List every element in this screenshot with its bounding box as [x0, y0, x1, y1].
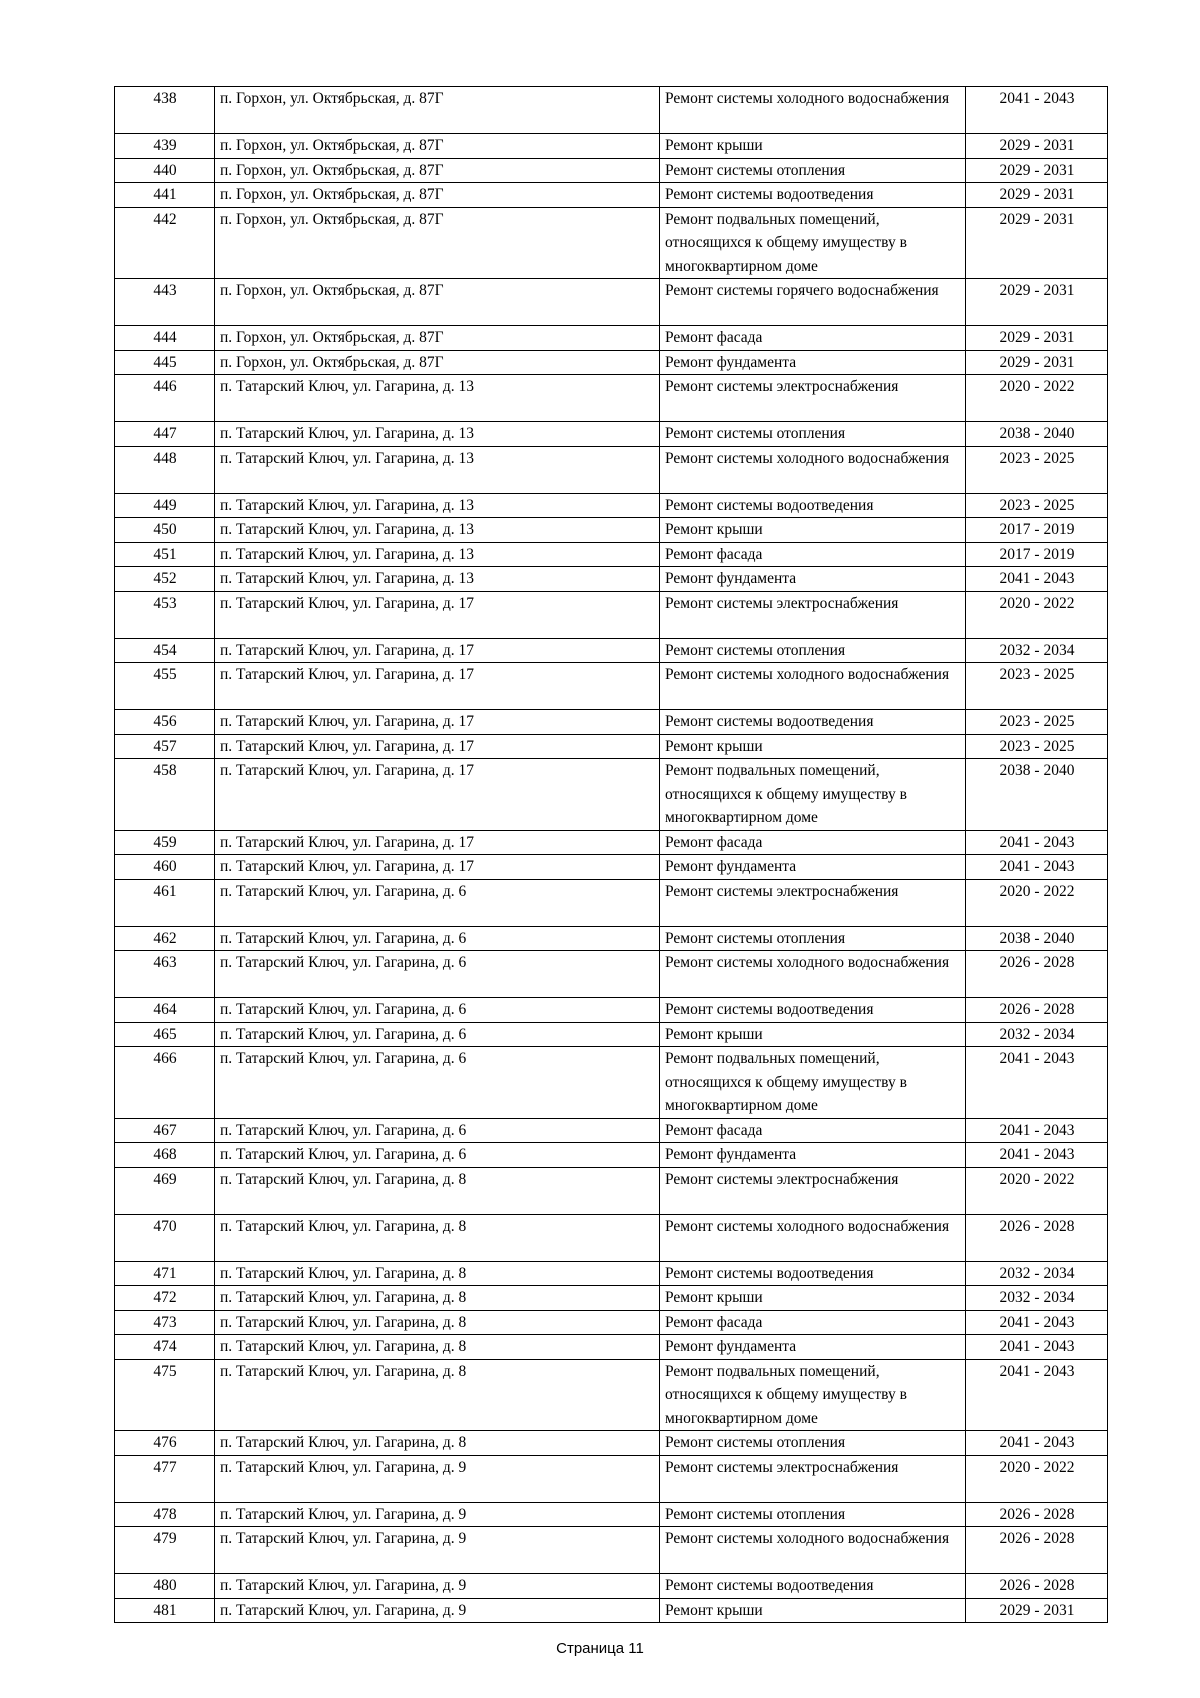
- row-address: п. Татарский Ключ, ул. Гагарина, д. 9: [215, 1502, 660, 1527]
- row-number: 453: [115, 591, 215, 638]
- row-address: п. Татарский Ключ, ул. Гагарина, д. 13: [215, 493, 660, 518]
- row-address: п. Татарский Ключ, ул. Гагарина, д. 17: [215, 663, 660, 710]
- row-address: п. Татарский Ключ, ул. Гагарина, д. 8: [215, 1261, 660, 1286]
- row-work-type: Ремонт фундамента: [660, 350, 966, 375]
- row-period: 2029 - 2031: [966, 134, 1108, 159]
- row-work-type: Ремонт крыши: [660, 734, 966, 759]
- table-row: [115, 567, 1108, 592]
- row-address: п. Татарский Ключ, ул. Гагарина, д. 13: [215, 422, 660, 447]
- table-row: [115, 1335, 1108, 1360]
- table-row: [115, 326, 1108, 351]
- table-row: [115, 87, 1108, 134]
- row-number: 460: [115, 855, 215, 880]
- row-address: п. Татарский Ключ, ул. Гагарина, д. 9: [215, 1527, 660, 1574]
- row-work-type: Ремонт крыши: [660, 1286, 966, 1311]
- table-row: [115, 734, 1108, 759]
- row-number: 449: [115, 493, 215, 518]
- row-address: п. Татарский Ключ, ул. Гагарина, д. 8: [215, 1335, 660, 1360]
- row-work-type: Ремонт системы электроснабжения: [660, 1455, 966, 1502]
- row-work-type: Ремонт подвальных помещений, относящихся к общему имуществу в многоквартирном доме: [660, 207, 966, 279]
- table-row: [115, 1167, 1108, 1214]
- row-work-type: Ремонт фундамента: [660, 1335, 966, 1360]
- table-row: [115, 1047, 1108, 1119]
- row-work-type: Ремонт крыши: [660, 1598, 966, 1623]
- row-work-type: Ремонт системы водоотведения: [660, 710, 966, 735]
- table-row: [115, 951, 1108, 998]
- table-row: [115, 1286, 1108, 1311]
- row-address: п. Татарский Ключ, ул. Гагарина, д. 6: [215, 879, 660, 926]
- table-row: [115, 542, 1108, 567]
- row-period: 2020 - 2022: [966, 375, 1108, 422]
- row-period: 2041 - 2043: [966, 1359, 1108, 1431]
- row-address: п. Татарский Ключ, ул. Гагарина, д. 13: [215, 446, 660, 493]
- row-number: 477: [115, 1455, 215, 1502]
- table-row: [115, 1118, 1108, 1143]
- row-number: 481: [115, 1598, 215, 1623]
- page-number: Страница 11: [556, 1640, 644, 1657]
- row-address: п. Татарский Ключ, ул. Гагарина, д. 8: [215, 1431, 660, 1456]
- row-number: 479: [115, 1527, 215, 1574]
- row-number: 465: [115, 1022, 215, 1047]
- row-work-type: Ремонт системы отопления: [660, 158, 966, 183]
- row-number: 464: [115, 998, 215, 1023]
- table-row: [115, 350, 1108, 375]
- row-number: 455: [115, 663, 215, 710]
- table-row: [115, 591, 1108, 638]
- row-work-type: Ремонт фундамента: [660, 567, 966, 592]
- row-address: п. Татарский Ключ, ул. Гагарина, д. 13: [215, 567, 660, 592]
- row-period: 2029 - 2031: [966, 1598, 1108, 1623]
- row-number: 459: [115, 830, 215, 855]
- row-address: п. Татарский Ключ, ул. Гагарина, д. 8: [215, 1359, 660, 1431]
- row-address: п. Татарский Ключ, ул. Гагарина, д. 6: [215, 1047, 660, 1119]
- row-address: п. Горхон, ул. Октябрьская, д. 87Г: [215, 183, 660, 208]
- row-period: 2041 - 2043: [966, 1310, 1108, 1335]
- table-row: [115, 1214, 1108, 1261]
- table-row: [115, 855, 1108, 880]
- row-work-type: Ремонт системы электроснабжения: [660, 879, 966, 926]
- row-work-type: Ремонт фундамента: [660, 1143, 966, 1168]
- row-period: 2041 - 2043: [966, 830, 1108, 855]
- row-number: 478: [115, 1502, 215, 1527]
- row-number: 445: [115, 350, 215, 375]
- row-address: п. Татарский Ключ, ул. Гагарина, д. 9: [215, 1574, 660, 1599]
- table-row: [115, 1455, 1108, 1502]
- row-period: 2017 - 2019: [966, 518, 1108, 543]
- row-period: 2038 - 2040: [966, 422, 1108, 447]
- row-work-type: Ремонт крыши: [660, 134, 966, 159]
- table-row: [115, 830, 1108, 855]
- row-work-type: Ремонт системы электроснабжения: [660, 1167, 966, 1214]
- row-work-type: Ремонт фасада: [660, 542, 966, 567]
- row-work-type: Ремонт системы отопления: [660, 1502, 966, 1527]
- table-row: [115, 998, 1108, 1023]
- table-row: [115, 879, 1108, 926]
- row-number: 441: [115, 183, 215, 208]
- row-number: 448: [115, 446, 215, 493]
- table-row: [115, 1310, 1108, 1335]
- table-row: [115, 375, 1108, 422]
- table-row: [115, 1502, 1108, 1527]
- row-period: 2026 - 2028: [966, 1574, 1108, 1599]
- row-period: 2032 - 2034: [966, 1022, 1108, 1047]
- row-address: п. Татарский Ключ, ул. Гагарина, д. 8: [215, 1286, 660, 1311]
- row-address: п. Татарский Ключ, ул. Гагарина, д. 13: [215, 542, 660, 567]
- row-address: п. Горхон, ул. Октябрьская, д. 87Г: [215, 158, 660, 183]
- table-row: [115, 446, 1108, 493]
- row-period: 2041 - 2043: [966, 1335, 1108, 1360]
- row-number: 475: [115, 1359, 215, 1431]
- row-number: 442: [115, 207, 215, 279]
- row-work-type: Ремонт подвальных помещений, относящихся к общему имуществу в многоквартирном доме: [660, 1359, 966, 1431]
- row-period: 2029 - 2031: [966, 279, 1108, 326]
- row-period: 2023 - 2025: [966, 710, 1108, 735]
- table-row: [115, 1574, 1108, 1599]
- row-period: 2029 - 2031: [966, 207, 1108, 279]
- row-address: п. Горхон, ул. Октябрьская, д. 87Г: [215, 87, 660, 134]
- row-address: п. Татарский Ключ, ул. Гагарина, д. 6: [215, 1118, 660, 1143]
- row-number: 469: [115, 1167, 215, 1214]
- row-work-type: Ремонт системы отопления: [660, 926, 966, 951]
- row-address: п. Татарский Ключ, ул. Гагарина, д. 17: [215, 734, 660, 759]
- row-address: п. Татарский Ключ, ул. Гагарина, д. 9: [215, 1598, 660, 1623]
- row-number: 472: [115, 1286, 215, 1311]
- row-work-type: Ремонт подвальных помещений, относящихся к общему имуществу в многоквартирном доме: [660, 759, 966, 831]
- row-work-type: Ремонт системы холодного водоснабжения: [660, 663, 966, 710]
- row-number: 450: [115, 518, 215, 543]
- row-number: 476: [115, 1431, 215, 1456]
- row-address: п. Татарский Ключ, ул. Гагарина, д. 17: [215, 591, 660, 638]
- table-row: [115, 518, 1108, 543]
- row-period: 2026 - 2028: [966, 1527, 1108, 1574]
- row-number: 474: [115, 1335, 215, 1360]
- row-address: п. Татарский Ключ, ул. Гагарина, д. 6: [215, 998, 660, 1023]
- row-period: 2032 - 2034: [966, 1286, 1108, 1311]
- table-row: [115, 183, 1108, 208]
- row-address: п. Горхон, ул. Октябрьская, д. 87Г: [215, 207, 660, 279]
- row-address: п. Татарский Ключ, ул. Гагарина, д. 6: [215, 1143, 660, 1168]
- row-period: 2026 - 2028: [966, 951, 1108, 998]
- table-row: [115, 1431, 1108, 1456]
- row-number: 467: [115, 1118, 215, 1143]
- row-number: 456: [115, 710, 215, 735]
- row-period: 2029 - 2031: [966, 158, 1108, 183]
- row-number: 443: [115, 279, 215, 326]
- row-work-type: Ремонт системы водоотведения: [660, 493, 966, 518]
- row-work-type: Ремонт фундамента: [660, 855, 966, 880]
- row-work-type: Ремонт фасада: [660, 326, 966, 351]
- row-period: 2023 - 2025: [966, 734, 1108, 759]
- row-period: 2041 - 2043: [966, 855, 1108, 880]
- row-number: 473: [115, 1310, 215, 1335]
- row-number: 446: [115, 375, 215, 422]
- row-period: 2038 - 2040: [966, 759, 1108, 831]
- row-number: 440: [115, 158, 215, 183]
- table-row: [115, 134, 1108, 159]
- repair-schedule-table: [114, 86, 1108, 1623]
- row-number: 451: [115, 542, 215, 567]
- table-row: [115, 422, 1108, 447]
- table-row: [115, 710, 1108, 735]
- row-period: 2041 - 2043: [966, 1143, 1108, 1168]
- row-period: 2038 - 2040: [966, 926, 1108, 951]
- row-work-type: Ремонт системы горячего водоснабжения: [660, 279, 966, 326]
- row-number: 438: [115, 87, 215, 134]
- row-work-type: Ремонт системы отопления: [660, 1431, 966, 1456]
- row-period: 2032 - 2034: [966, 1261, 1108, 1286]
- row-work-type: Ремонт системы электроснабжения: [660, 375, 966, 422]
- row-number: 466: [115, 1047, 215, 1119]
- row-address: п. Татарский Ключ, ул. Гагарина, д. 17: [215, 855, 660, 880]
- row-number: 452: [115, 567, 215, 592]
- table-row: [115, 1022, 1108, 1047]
- row-period: 2041 - 2043: [966, 567, 1108, 592]
- table-row: [115, 207, 1108, 279]
- row-address: п. Татарский Ключ, ул. Гагарина, д. 6: [215, 926, 660, 951]
- row-work-type: Ремонт подвальных помещений, относящихся к общему имуществу в многоквартирном доме: [660, 1047, 966, 1119]
- table-row: [115, 158, 1108, 183]
- row-number: 480: [115, 1574, 215, 1599]
- row-work-type: Ремонт системы водоотведения: [660, 183, 966, 208]
- row-work-type: Ремонт системы водоотведения: [660, 1574, 966, 1599]
- table-row: [115, 663, 1108, 710]
- row-number: 470: [115, 1214, 215, 1261]
- row-work-type: Ремонт системы электроснабжения: [660, 591, 966, 638]
- row-number: 468: [115, 1143, 215, 1168]
- row-period: 2041 - 2043: [966, 1047, 1108, 1119]
- row-address: п. Татарский Ключ, ул. Гагарина, д. 17: [215, 710, 660, 735]
- row-number: 444: [115, 326, 215, 351]
- row-period: 2041 - 2043: [966, 87, 1108, 134]
- row-address: п. Татарский Ключ, ул. Гагарина, д. 17: [215, 638, 660, 663]
- table-row: [115, 1527, 1108, 1574]
- row-work-type: Ремонт системы водоотведения: [660, 998, 966, 1023]
- row-work-type: Ремонт фасада: [660, 1310, 966, 1335]
- table-row: [115, 1261, 1108, 1286]
- row-work-type: Ремонт системы холодного водоснабжения: [660, 87, 966, 134]
- row-address: п. Татарский Ключ, ул. Гагарина, д. 9: [215, 1455, 660, 1502]
- row-period: 2029 - 2031: [966, 350, 1108, 375]
- row-work-type: Ремонт системы водоотведения: [660, 1261, 966, 1286]
- row-period: 2041 - 2043: [966, 1118, 1108, 1143]
- row-number: 447: [115, 422, 215, 447]
- row-address: п. Татарский Ключ, ул. Гагарина, д. 8: [215, 1167, 660, 1214]
- row-period: 2020 - 2022: [966, 1455, 1108, 1502]
- row-work-type: Ремонт фасада: [660, 830, 966, 855]
- row-address: п. Татарский Ключ, ул. Гагарина, д. 17: [215, 830, 660, 855]
- row-period: 2029 - 2031: [966, 183, 1108, 208]
- row-period: 2029 - 2031: [966, 326, 1108, 351]
- row-period: 2017 - 2019: [966, 542, 1108, 567]
- table-row: [115, 493, 1108, 518]
- row-period: 2041 - 2043: [966, 1431, 1108, 1456]
- row-work-type: Ремонт системы холодного водоснабжения: [660, 1214, 966, 1261]
- table-row: [115, 926, 1108, 951]
- row-work-type: Ремонт крыши: [660, 1022, 966, 1047]
- row-number: 462: [115, 926, 215, 951]
- row-work-type: Ремонт системы холодного водоснабжения: [660, 951, 966, 998]
- row-address: п. Татарский Ключ, ул. Гагарина, д. 17: [215, 759, 660, 831]
- row-period: 2026 - 2028: [966, 1214, 1108, 1261]
- row-period: 2026 - 2028: [966, 998, 1108, 1023]
- table-row: [115, 1359, 1108, 1431]
- table-body: [115, 87, 1108, 1623]
- row-address: п. Татарский Ключ, ул. Гагарина, д. 6: [215, 1022, 660, 1047]
- row-work-type: Ремонт системы отопления: [660, 422, 966, 447]
- row-address: п. Татарский Ключ, ул. Гагарина, д. 6: [215, 951, 660, 998]
- row-number: 439: [115, 134, 215, 159]
- table-row: [115, 279, 1108, 326]
- row-period: 2026 - 2028: [966, 1502, 1108, 1527]
- row-work-type: Ремонт фасада: [660, 1118, 966, 1143]
- row-period: 2020 - 2022: [966, 879, 1108, 926]
- table-row: [115, 1143, 1108, 1168]
- row-period: 2032 - 2034: [966, 638, 1108, 663]
- row-number: 463: [115, 951, 215, 998]
- row-address: п. Горхон, ул. Октябрьская, д. 87Г: [215, 326, 660, 351]
- table-row: [115, 638, 1108, 663]
- row-address: п. Татарский Ключ, ул. Гагарина, д. 8: [215, 1310, 660, 1335]
- row-address: п. Татарский Ключ, ул. Гагарина, д. 13: [215, 375, 660, 422]
- row-address: п. Горхон, ул. Октябрьская, д. 87Г: [215, 350, 660, 375]
- table-row: [115, 1598, 1108, 1623]
- table-row: [115, 759, 1108, 831]
- row-number: 457: [115, 734, 215, 759]
- row-period: 2023 - 2025: [966, 493, 1108, 518]
- row-number: 458: [115, 759, 215, 831]
- row-work-type: Ремонт крыши: [660, 518, 966, 543]
- row-work-type: Ремонт системы холодного водоснабжения: [660, 446, 966, 493]
- row-address: п. Горхон, ул. Октябрьская, д. 87Г: [215, 134, 660, 159]
- row-address: п. Татарский Ключ, ул. Гагарина, д. 8: [215, 1214, 660, 1261]
- row-number: 461: [115, 879, 215, 926]
- row-address: п. Татарский Ключ, ул. Гагарина, д. 13: [215, 518, 660, 543]
- row-work-type: Ремонт системы холодного водоснабжения: [660, 1527, 966, 1574]
- row-number: 454: [115, 638, 215, 663]
- row-period: 2020 - 2022: [966, 591, 1108, 638]
- row-period: 2023 - 2025: [966, 446, 1108, 493]
- row-period: 2023 - 2025: [966, 663, 1108, 710]
- row-period: 2020 - 2022: [966, 1167, 1108, 1214]
- row-address: п. Горхон, ул. Октябрьская, д. 87Г: [215, 279, 660, 326]
- row-number: 471: [115, 1261, 215, 1286]
- row-work-type: Ремонт системы отопления: [660, 638, 966, 663]
